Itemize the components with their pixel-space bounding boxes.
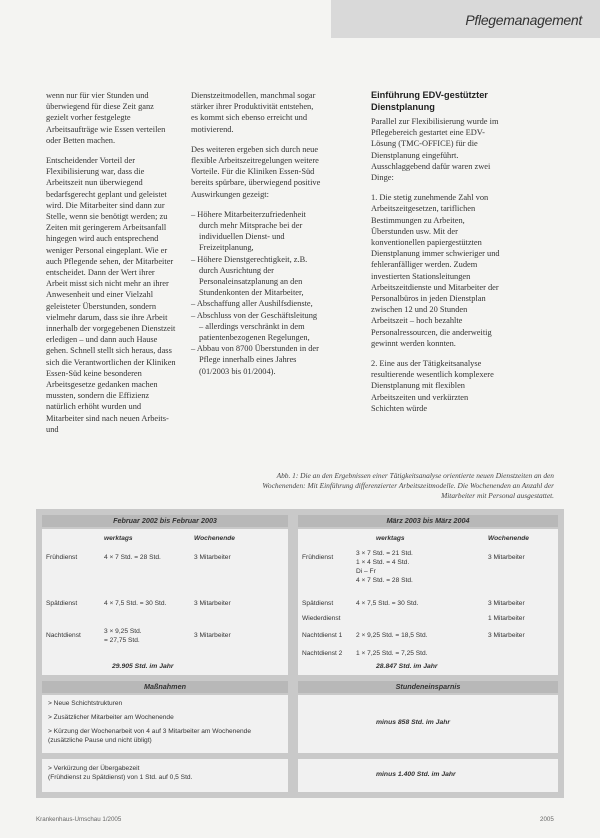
- paragraph: Parallel zur Flexibilisierung wurde im Pflegebereich gestartet eine EDV-Lösung (TMC-OFFICE) für die Dienstplanung eingeführt. Ausschlaggebend dafür waren zwei Dinge:: [371, 117, 499, 183]
- page-header-band: [331, 0, 600, 38]
- left-total: 29.905 Std. im Jahr: [112, 663, 174, 670]
- left-period-band: Februar 2002 bis Februar 2003: [42, 515, 288, 527]
- col-header-werktags: werktags: [104, 535, 133, 542]
- row-label: Nachtdienst 2: [302, 650, 343, 657]
- paragraph: Entscheidender Vorteil der Flexibilisierung war, dass die Arbeitszeit nun überwiegend bedarfsgerecht geplant und geleistet wird. Die Mitarbeiter sind dann zur Stelle, wenn sie benötigt werden; zu Zeiten mit geringerem Arbeitsanfall hingegen wird auch entsprechend weniger Personal eingeplant. Wie er auch Pflegende sehen, der Mitarbeiter entscheidet. Dann der Wert ihrer Arbeit misst sich nicht mehr an ihrer Anwesenheit und einer Vielzahl geleisteter Überstunden, sondern vielmehr darum, dass sie ihre Arbeit innerhalb der vorgegebenen Dienstzeit erledigen – und dann auch Hause gehen. Schnell stellt sich heraus, dass sich die Verantwortlichen der Kliniken Essen-Süd keine besonderen Arbeitsgesetze gedanken machen mussten, sondern die Effizienz natürlich erhöht wurden und Mitarbeiter sind nach neuen Arbeits- und: [46, 156, 176, 434]
- measure-item: > Neue Schichtstrukturen: [48, 700, 123, 707]
- measures-band: Maßnahmen: [42, 681, 288, 693]
- row-value: 3 Mitarbeiter: [194, 600, 231, 607]
- text-column-3: [371, 90, 503, 423]
- savings-band: Stundeneinsparnis: [298, 681, 558, 693]
- list-item: – Abbau von 8700 Überstunden in der Pflege innerhalb eines Jahres (01/2003 bis 01/2004).: [191, 344, 319, 376]
- paragraph: Des weiteren ergeben sich durch neue flexible Arbeitszeitregelungen weitere Vorteile. Für die Kliniken Essen-Süd bereits spürbare, überwiegend positive Auswirkungen gezeigt:: [191, 144, 321, 199]
- row-label: Spätdienst: [46, 600, 78, 607]
- section-heading: Einführung EDV-gestützter Dienstplanung: [371, 90, 488, 112]
- row-label: Frühdienst: [302, 554, 334, 561]
- right-period-band: März 2003 bis März 2004: [298, 515, 558, 527]
- row-label: Spätdienst: [302, 600, 334, 607]
- list-item: – Höhere Dienstgerechtigkeit, z.B. durch Ausrichtung der Personaleinsatzplanung an den Stundenkonten der Mitarbeiter,: [191, 254, 308, 298]
- page-number: 2005: [540, 816, 554, 823]
- row-label: Wiederdienst: [302, 615, 341, 622]
- savings-value: minus 1.400 Std. im Jahr: [376, 771, 456, 778]
- row-value: 3 Mitarbeiter: [194, 632, 231, 639]
- text-column-2: [191, 90, 321, 386]
- schedule-table: [36, 509, 564, 798]
- col-header-wochenende: Wochenende: [488, 535, 529, 542]
- row-value: 1 × 7,25 Std. = 7,25 Std.: [356, 650, 428, 657]
- row-value: 3 × 7 Std. = 21 Std. 1 × 4 Std. = 4 Std. Di – Fr 4 × 7 Std. = 28 Std.: [356, 550, 413, 584]
- list-item: – Abschluss von der Geschäftsleitung – allerdings verschränkt in dem patientenbezogenen Regelungen,: [191, 310, 318, 343]
- row-value: 1 Mitarbeiter: [488, 615, 525, 622]
- col-header-wochenende: Wochenende: [194, 535, 235, 542]
- col-header-werktags: werktags: [376, 535, 405, 542]
- row-value: 3 Mitarbeiter: [488, 600, 525, 607]
- row-label: Nachtdienst 1: [302, 632, 343, 639]
- row-value: 3 Mitarbeiter: [488, 632, 525, 639]
- measure-item: > Kürzung der Wochenarbeit von 4 auf 3 Mitarbeiter am Wochenende (zusätzliche Pause und nicht übligt): [48, 728, 251, 744]
- row-value: 2 × 9,25 Std. = 18,5 Std.: [356, 632, 428, 639]
- row-value: 4 × 7,5 Std. = 30 Std.: [356, 600, 419, 607]
- row-label: Nachtdienst: [46, 632, 81, 639]
- measure-item: > Zusätzlicher Mitarbeiter am Wochenende: [48, 714, 174, 721]
- row-value: 3 Mitarbeiter: [488, 554, 525, 561]
- row-value: 4 × 7 Std. = 28 Std.: [104, 554, 161, 561]
- measure-item: > Verkürzung der Übergabezeit (Frühdienst zu Spätdienst) von 1 Std. auf 0,5 Std.: [48, 765, 193, 781]
- paragraph: 2. Eine aus der Tätigkeitsanalyse resultierende wesentlich komplexere Dienstplanung mit flexiblen Arbeitszeiten und verkürzten Schichten würde: [371, 359, 494, 413]
- paragraph: wenn nur für vier Stunden und überwiegend für diese Zeit ganz gezielt vorher festgelegte Arbeitsaufträge wie Essen verteilen oder Betten machen.: [46, 91, 166, 145]
- paragraph: Dienstzeitmodellen, manchmal sogar stärker ihrer Produktivität entstehen, es kommt sich ebenso erreicht und motivierend.: [191, 91, 316, 134]
- list-item: – Abschaffung aller Aushilfsdienste,: [191, 299, 313, 309]
- figure-caption: Abb. 1: Die an den Ergebnissen einer Tätigkeitsanalyse orientierte neuen Dienstzeiten an den Wochenenden: Mit Einführung differenzierter Arbeitszeitmodelle. Die Wochenenden an Anzahl der Mitarbeiter mit Personal ausgestattet.: [262, 471, 554, 500]
- row-label: Frühdienst: [46, 554, 78, 561]
- right-total: 28.847 Std. im Jahr: [376, 663, 438, 670]
- section-title: Pflegemanagement: [465, 12, 582, 28]
- paragraph: 1. Die stetig zunehmende Zahl von Arbeitszeitgesetzen, tariflichen Bestimmungen zu Arbeiten, Überstunden usw. Mit der konventionellen papiergestützten Dienstplanung immer schwieriger und fehleranfälliger werden. Zudem investierten Stationsleitungen Arbeitszeitdienste und Mitarbeiter der Personalbüros in jeden Dienstplan zwischen 12 und 20 Stunden Arbeitszeit – hoch bezahlte Personalressourcen, die anderweitig gewinnt werden konnten.: [371, 193, 500, 348]
- list-item: – Höhere Mitarbeiterzufriedenheit durch mehr Mitsprache bei der individuellen Dienst- und Freizeitplanung,: [191, 209, 306, 253]
- text-column-1: [46, 90, 176, 444]
- footer-source: Krankenhaus-Umschau 1/2005: [36, 816, 122, 823]
- row-value: 3 × 9,25 Std. = 27,75 Std.: [104, 628, 142, 644]
- row-value: 3 Mitarbeiter: [194, 554, 231, 561]
- benefits-list: [191, 209, 321, 377]
- row-value: 4 × 7,5 Std. = 30 Std.: [104, 600, 167, 607]
- savings-value: minus 858 Std. im Jahr: [376, 719, 451, 726]
